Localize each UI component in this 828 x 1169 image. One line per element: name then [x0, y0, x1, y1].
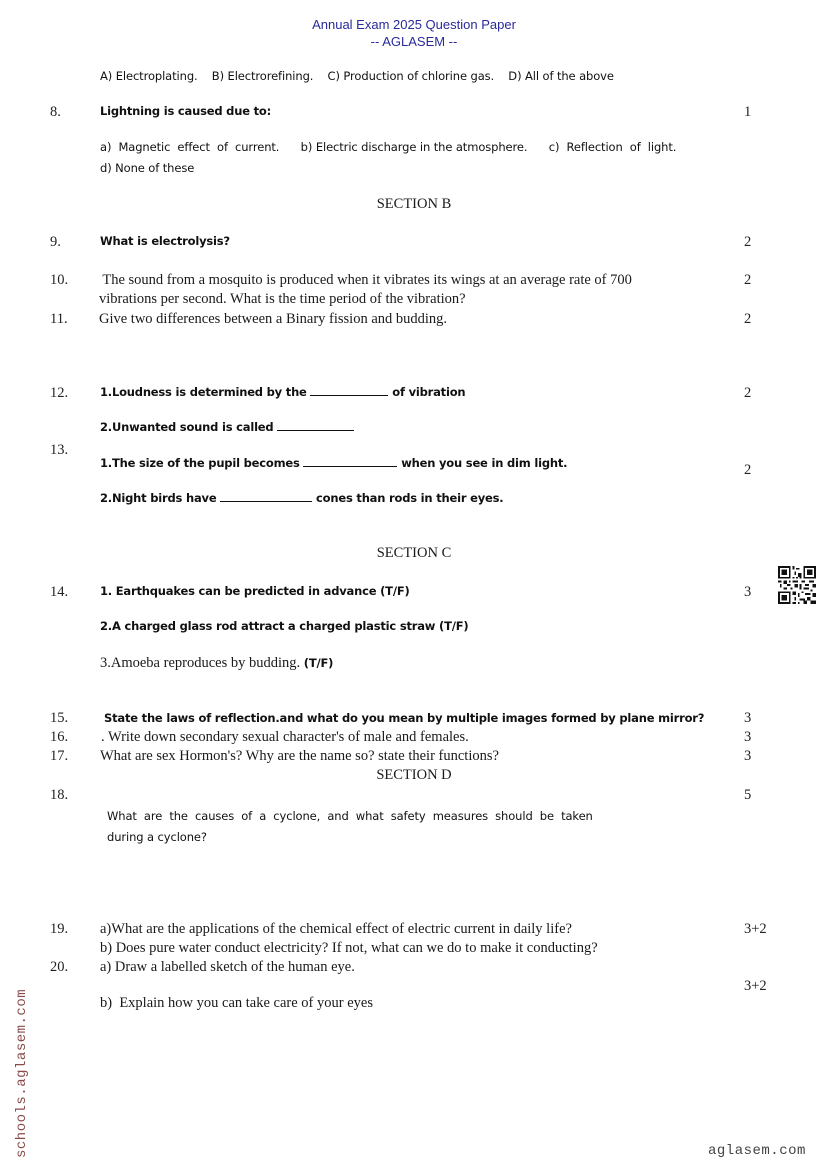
q8-text: Lightning is caused due to:	[100, 104, 271, 118]
q8-marks: 1	[744, 104, 752, 120]
q9-marks: 2	[744, 234, 752, 250]
q16-number: 16.	[50, 729, 69, 745]
paper-title: Annual Exam 2025 Question Paper	[312, 17, 516, 32]
q12-blank-2[interactable]	[277, 420, 354, 431]
side-watermark: schools.aglasem.com	[14, 988, 30, 1158]
q17-marks: 3	[744, 748, 752, 764]
q12-part1	[100, 385, 465, 399]
q11-marks: 2	[744, 311, 752, 327]
footer-watermark: aglasem.com	[708, 1143, 806, 1159]
q19-marks: 3+2	[744, 921, 767, 937]
q20-marks: 3+2	[744, 978, 767, 994]
q16-marks: 3	[744, 729, 752, 745]
q9-number: 9.	[50, 234, 61, 250]
q14-marks: 3	[744, 584, 752, 600]
q12-blank-1[interactable]	[310, 385, 388, 396]
q13-part2	[100, 491, 503, 505]
q7-options: A) Electroplating. B) Electrorefining. C) Production of chlorine gas. D) All of the above	[100, 69, 614, 83]
q10-marks: 2	[744, 272, 752, 288]
q8-options-line2: d) None of these	[100, 161, 195, 175]
q18-number: 18.	[50, 787, 69, 803]
q19-part-a: a)What are the applications of the chemical effect of electric current in daily life?	[100, 921, 572, 937]
q13-part2-after: cones than rods in their eyes.	[312, 491, 504, 505]
q18-text-line1: What are the causes of a cyclone, and what safety measures should be taken	[107, 809, 593, 823]
q10-text-line2: vibrations per second. What is the time period of the vibration?	[99, 291, 466, 307]
q20-number: 20.	[50, 959, 69, 975]
q14-number: 14.	[50, 584, 69, 600]
q20-part-a: a) Draw a labelled sketch of the human eye.	[100, 959, 355, 975]
q12-part1-after: of vibration	[388, 385, 466, 399]
q19-number: 19.	[50, 921, 69, 937]
q16-text: . Write down secondary sexual character's of male and females.	[101, 729, 469, 745]
q13-marks: 2	[744, 462, 752, 478]
paper-subtitle: -- AGLASEM --	[370, 34, 458, 49]
q11-text: Give two differences between a Binary fission and budding.	[99, 311, 448, 327]
section-c-heading: SECTION C	[376, 545, 452, 561]
q18-marks: 5	[744, 787, 752, 803]
q14-part2: 2.A charged glass rod attract a charged plastic straw (T/F)	[100, 619, 469, 633]
q14-part3-tag: (T/F)	[303, 656, 334, 670]
q13-part1-after: when you see in dim light.	[397, 456, 568, 470]
q12-part2-text: 2.Unwanted sound is called	[100, 420, 278, 434]
q13-part1	[100, 456, 567, 470]
q10-number: 10.	[50, 272, 69, 288]
q12-part2	[100, 420, 354, 434]
q14-part3-text: 3.Amoeba reproduces by budding.	[100, 655, 304, 671]
q12-number: 12.	[50, 385, 69, 401]
q20-part-b: b) Explain how you can take care of your eyes	[100, 995, 373, 1011]
q15-number: 15.	[50, 710, 69, 726]
q17-number: 17.	[50, 748, 69, 764]
qr-code-icon	[778, 566, 816, 604]
q9-text: What is electrolysis?	[100, 234, 230, 248]
q14-part1: 1. Earthquakes can be predicted in advance (T/F)	[100, 584, 410, 598]
q13-part1-before: 1.The size of the pupil becomes	[100, 456, 304, 470]
q14-part3	[100, 654, 333, 672]
q15-marks: 3	[744, 710, 752, 726]
q13-number: 13.	[50, 442, 69, 458]
q12-part1-before: 1.Loudness is determined by the	[100, 385, 311, 399]
section-b-heading: SECTION B	[376, 196, 452, 212]
q18-text-line2: during a cyclone?	[107, 830, 207, 844]
q17-text: What are sex Hormon's? Why are the name so? state their functions?	[100, 748, 499, 764]
section-d-heading: SECTION D	[376, 767, 452, 783]
q13-part2-before: 2.Night birds have	[100, 491, 221, 505]
q8-number: 8.	[50, 104, 61, 120]
q8-options-line1: a) Magnetic effect of current. b) Electric discharge in the atmosphere. c) Reflection of light.	[100, 140, 677, 154]
q13-blank-1[interactable]	[303, 456, 397, 467]
q12-marks: 2	[744, 385, 752, 401]
q11-number: 11.	[50, 311, 68, 327]
q13-blank-2[interactable]	[220, 491, 312, 502]
q15-text: State the laws of reflection.and what do you mean by multiple images formed by plane mirror?	[104, 711, 705, 725]
q10-text-line1: The sound from a mosquito is produced when it vibrates its wings at an average rate of 700	[99, 272, 632, 288]
q19-part-b: b) Does pure water conduct electricity? If not, what can we do to make it conducting?	[100, 940, 598, 956]
